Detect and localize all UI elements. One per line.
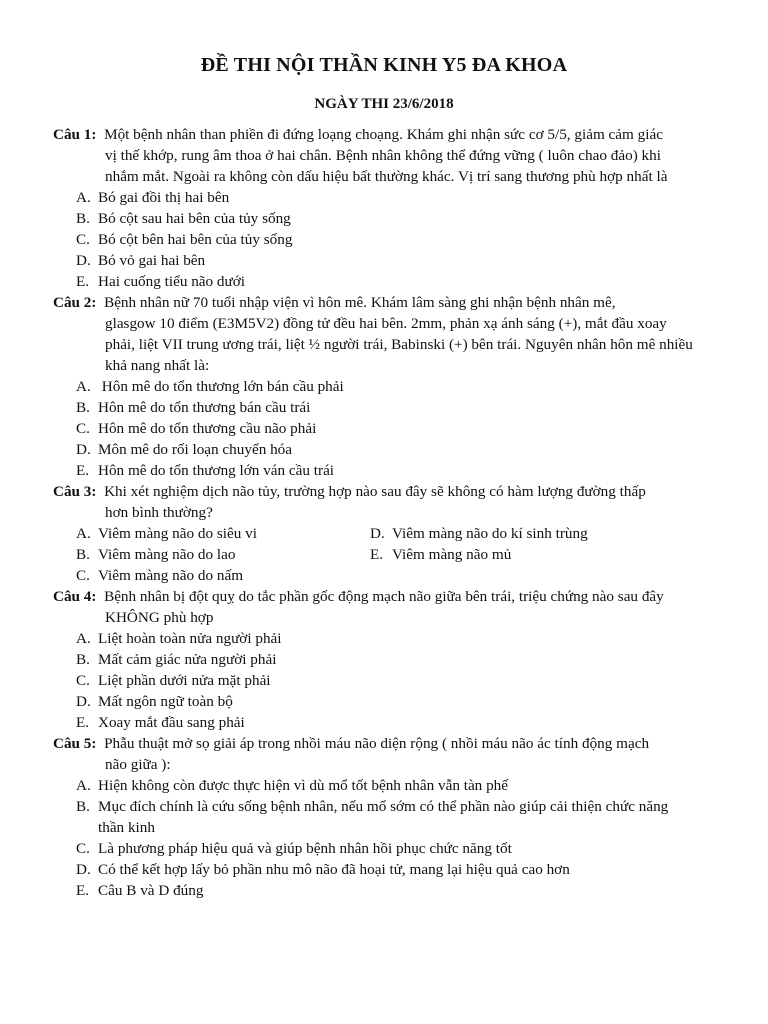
option-c (53, 418, 723, 439)
question-text: Bệnh nhân nữ 70 tuổi nhập viện vì hôn mê. Khám lâm sàng ghi nhận bệnh nhân mê, (104, 294, 616, 311)
option-e (53, 880, 723, 901)
option-list (53, 376, 723, 481)
question-number: Câu 2: (53, 294, 97, 311)
question-text: hơn bình thường? (105, 504, 213, 521)
option-text: Viêm màng não do nấm (98, 567, 244, 584)
question-text: não giữa ): (105, 756, 171, 773)
option-text: Mục đích chính là cứu sống bệnh nhân, nếu mổ sớm có thể phần nào giúp cải thiện chức năng (98, 798, 669, 815)
option-d (53, 250, 723, 271)
question-text: glasgow 10 điểm (E3M5V2) đồng tử đều hai bên. 2mm, phản xạ ánh sáng (+), mắt đầu xoay (105, 315, 667, 332)
option-letter: D. (76, 252, 91, 269)
option-text: Bó cột bên hai bên của tủy sống (98, 231, 293, 248)
option-e (53, 712, 723, 733)
option-d (53, 859, 723, 880)
option-list (53, 187, 723, 292)
option-letter: C. (76, 420, 90, 437)
option-a (53, 187, 723, 208)
option-c (53, 670, 723, 691)
option-text: Xoay mắt đầu sang phải (98, 714, 245, 731)
option-grid (53, 523, 723, 586)
option-list (53, 775, 723, 901)
option-text: Liệt phần dưới nửa mặt phải (98, 672, 271, 689)
question-text: Bệnh nhân bị đột quỵ do tắc phần gốc động mạch não giữa bên trái, triệu chứng nào sau đây (104, 588, 664, 605)
question-text: nhắm mắt. Ngoài ra không còn dấu hiệu bất thường khác. Vị trí sang thương phù hợp nhất là (105, 168, 668, 185)
option-letter: D. (370, 525, 385, 542)
option-text: Hiện không còn được thực hiện vì dù mổ tốt bệnh nhân vẫn tàn phế (98, 777, 509, 794)
option-letter: E. (76, 882, 90, 899)
option-text: Hôn mê do tổn thương cầu não phải (98, 420, 317, 437)
question-list (53, 124, 723, 901)
option-d (53, 439, 723, 460)
option-letter: C. (76, 840, 90, 857)
option-letter: C. (76, 567, 90, 584)
option-c (76, 565, 370, 586)
option-text: Viêm màng não do kí sinh trùng (392, 525, 588, 542)
option-text: Là phương pháp hiệu quả và giúp bệnh nhân hồi phục chức năng tốt (98, 840, 512, 857)
option-b (53, 796, 723, 838)
option-letter: A. (76, 378, 91, 395)
option-text: Hôn mê do tổn thương bán cầu trái (98, 399, 311, 416)
option-text: Mất ngôn ngữ toàn bộ (98, 693, 233, 710)
option-c (53, 838, 723, 859)
question-text: Phẫu thuật mở sọ giải áp trong nhồi máu não diện rộng ( nhồi máu não ác tính động mạch (104, 735, 650, 752)
option-e (53, 460, 723, 481)
option-b (76, 544, 370, 565)
option-letter: E. (76, 273, 90, 290)
option-letter: B. (76, 651, 90, 668)
option-text: Liệt hoàn toàn nửa người phải (98, 630, 282, 647)
option-d (370, 523, 700, 544)
option-a (53, 775, 723, 796)
option-b (53, 649, 723, 670)
question-1 (53, 124, 723, 292)
option-letter: C. (76, 672, 90, 689)
option-text: Hôn mê do tổn thương lớn ván cầu trái (98, 462, 335, 479)
option-letter: B. (76, 798, 90, 815)
option-letter: A. (76, 189, 91, 206)
page-title: ĐỀ THI NỘI THẦN KINH Y5 ĐA KHOA (200, 54, 568, 76)
option-letter: C. (76, 231, 90, 248)
option-list (53, 628, 723, 733)
question-number: Câu 5: (53, 735, 97, 752)
question-text: vị thế khớp, rung âm thoa ở hai chân. Bệnh nhân không thể đứng vững ( luôn chao đảo) khi (105, 147, 661, 164)
option-text: Viêm màng não mủ (392, 546, 512, 563)
option-letter: D. (76, 441, 91, 458)
option-text-continued: thần kinh (98, 819, 155, 836)
question-text: KHÔNG phù hợp (105, 609, 214, 626)
option-text: Câu B và D đúng (98, 882, 204, 899)
question-3 (53, 481, 723, 586)
option-text: Viêm màng não do siêu vi (98, 525, 257, 542)
option-text: Hôn mê do tổn thương lớn bán cầu phải (98, 378, 344, 395)
option-d (53, 691, 723, 712)
option-letter: A. (76, 630, 91, 647)
option-b (53, 208, 723, 229)
question-text: khả nang nhất là: (105, 357, 210, 374)
option-letter: A. (76, 777, 91, 794)
option-letter: E. (76, 462, 90, 479)
question-5 (53, 733, 723, 901)
option-letter: E. (76, 714, 90, 731)
option-letter: D. (76, 861, 91, 878)
option-a (53, 628, 723, 649)
question-number: Câu 3: (53, 483, 97, 500)
option-text: Mất cảm giác nửa người phải (98, 651, 277, 668)
option-text: Hai cuống tiểu não dưới (98, 273, 246, 290)
option-letter: B. (76, 210, 90, 227)
option-c (53, 229, 723, 250)
option-a (76, 523, 370, 544)
question-text: Một bệnh nhân than phiền đi đứng loạng choạng. Khám ghi nhận sức cơ 5/5, giảm cảm giác (104, 126, 663, 143)
option-text: Có thể kết hợp lấy bỏ phần nhu mô não đã hoại tử, mang lại hiệu quả cao hơn (98, 861, 570, 878)
option-letter: B. (76, 399, 90, 416)
option-e (370, 544, 700, 565)
option-letter: D. (76, 693, 91, 710)
option-text: Bó cột sau hai bên của tủy sống (98, 210, 291, 227)
option-text: Môn mê do rối loạn chuyển hóa (98, 441, 293, 458)
option-letter: A. (76, 525, 91, 542)
option-a (53, 376, 723, 397)
exam-date: NGÀY THI 23/6/2018 (314, 96, 454, 112)
question-number: Câu 4: (53, 588, 97, 605)
option-text: Viêm màng não do lao (98, 546, 236, 563)
question-text: phải, liệt VII trung ương trái, liệt ½ người trái, Babinski (+) bên trái. Nguyên nhân hôn mê nhiều (105, 336, 693, 353)
option-letter: E. (370, 546, 384, 563)
option-b (53, 397, 723, 418)
option-text: Bó vỏ gai hai bên (98, 252, 206, 269)
option-text: Bó gai đồi thị hai bên (98, 189, 230, 206)
option-letter: B. (76, 546, 90, 563)
question-text: Khi xét nghiệm dịch não tủy, trường hợp nào sau đây sẽ không có hàm lượng đường thấp (104, 483, 646, 500)
question-number: Câu 1: (53, 126, 97, 143)
option-e (53, 271, 723, 292)
question-2 (53, 292, 723, 481)
question-4 (53, 586, 723, 733)
